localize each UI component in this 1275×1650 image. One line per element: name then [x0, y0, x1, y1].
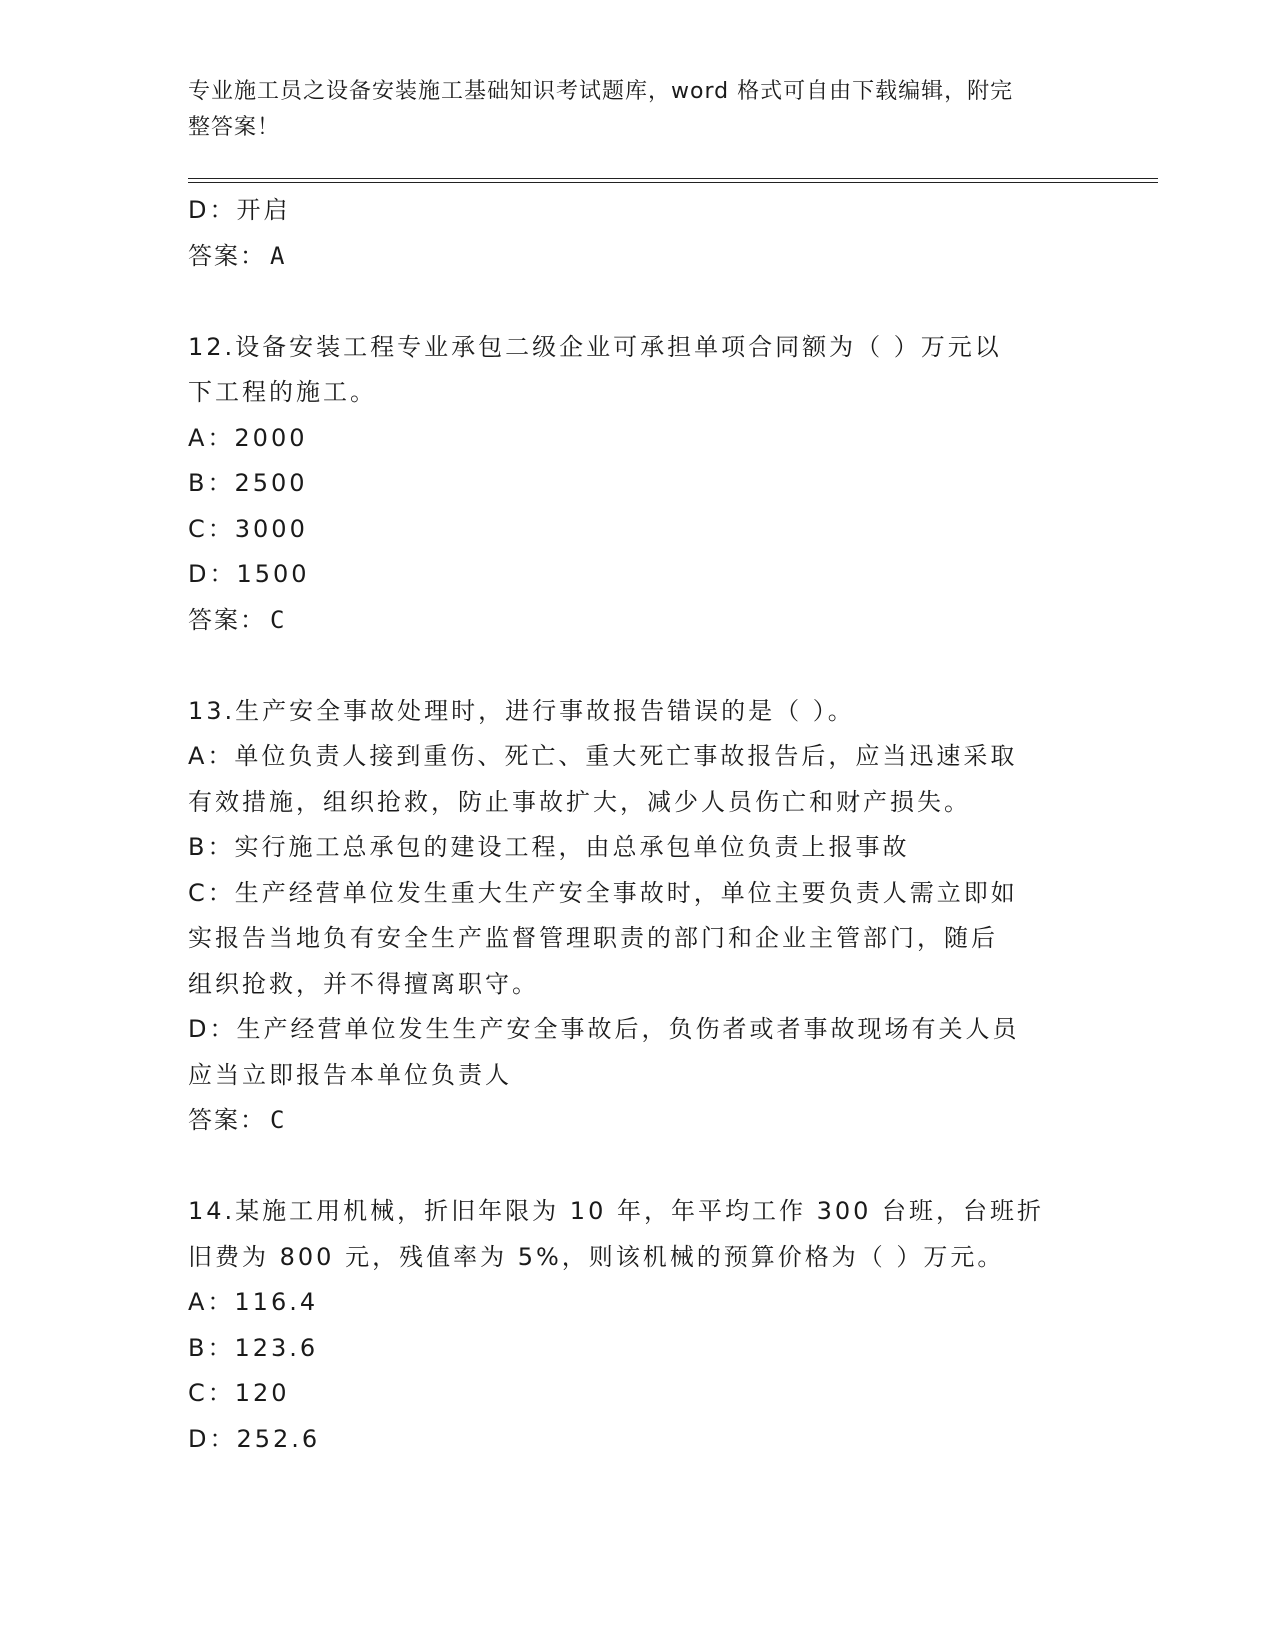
question-13-option-d-line-1: D：生产经营单位发生生产安全事故后，负伤者或者事故现场有关人员	[188, 1015, 1020, 1043]
question-13-answer	[188, 1098, 1068, 1144]
prev-answer	[188, 234, 1068, 280]
question-14-stem-line-2: 旧费为 800 元，残值率为 5%，则该机械的预算价格为（ ）万元。	[188, 1242, 1005, 1271]
question-12-option-b: B：2500	[188, 469, 308, 497]
question-12-stem-line-1: 12.设备安装工程专业承包二级企业可承担单项合同额为（ ）万元以	[188, 332, 1002, 361]
question-14-option-c: C：120	[188, 1379, 290, 1407]
answer-label: 答案：	[188, 1106, 266, 1134]
question-13-option-a-line-1: A：单位负责人接到重伤、死亡、重大死亡事故报告后，应当迅速采取	[188, 742, 1018, 770]
prev-option-d: D：开启	[188, 196, 291, 224]
question-content	[188, 188, 1068, 1462]
header-title-line-2: 整答案！	[188, 115, 281, 140]
question-12-stem-line-2: 下工程的施工。	[188, 378, 377, 406]
answer-value: C	[270, 605, 287, 634]
question-13-option-d-line-2: 应当立即报告本单位负责人	[188, 1060, 512, 1089]
question-14-option-b: B：123.6	[188, 1333, 319, 1362]
question-14	[188, 1189, 1068, 1462]
header-title-line-1: 专业施工员之设备安装施工基础知识考试题库，word 格式可自由下载编辑，附完	[188, 79, 1014, 104]
question-12-option-c: C：3000	[188, 514, 308, 543]
question-13-option-c-line-1: C：生产经营单位发生重大生产安全事故时，单位主要负责人需立即如	[188, 878, 1018, 907]
question-14-option-a: A：116.4	[188, 1288, 319, 1316]
question-12-answer	[188, 598, 1068, 644]
question-12	[188, 325, 1068, 644]
answer-label: 答案：	[188, 241, 266, 270]
question-12-option-a: A：2000	[188, 423, 308, 452]
document-header	[188, 74, 1068, 146]
question-13-option-a-line-2: 有效措施，组织抢救，防止事故扩大，减少人员伤亡和财产损失。	[188, 787, 971, 816]
spacer	[188, 643, 1068, 689]
header-divider	[188, 178, 1158, 183]
question-13-option-c-line-2: 实报告当地负有安全生产监督管理职责的部门和企业主管部门，随后	[188, 924, 998, 952]
answer-value: A	[270, 241, 287, 270]
question-13-option-b: B：实行施工总承包的建设工程，由总承包单位负责上报事故	[188, 833, 910, 861]
question-13-stem: 13.生产安全事故处理时，进行事故报告错误的是（ ）。	[188, 696, 855, 725]
spacer	[188, 279, 1068, 325]
spacer	[188, 1144, 1068, 1190]
question-14-option-d: D：252.6	[188, 1424, 321, 1453]
question-13-option-c-line-3: 组织抢救，并不得擅离职守。	[188, 969, 539, 998]
question-14-stem-line-1: 14.某施工用机械，折旧年限为 10 年，年平均工作 300 台班，台班折	[188, 1197, 1045, 1225]
answer-value: C	[270, 1106, 287, 1134]
question-12-option-d: D：1500	[188, 560, 310, 588]
question-13	[188, 689, 1068, 1144]
answer-label: 答案：	[188, 605, 266, 634]
